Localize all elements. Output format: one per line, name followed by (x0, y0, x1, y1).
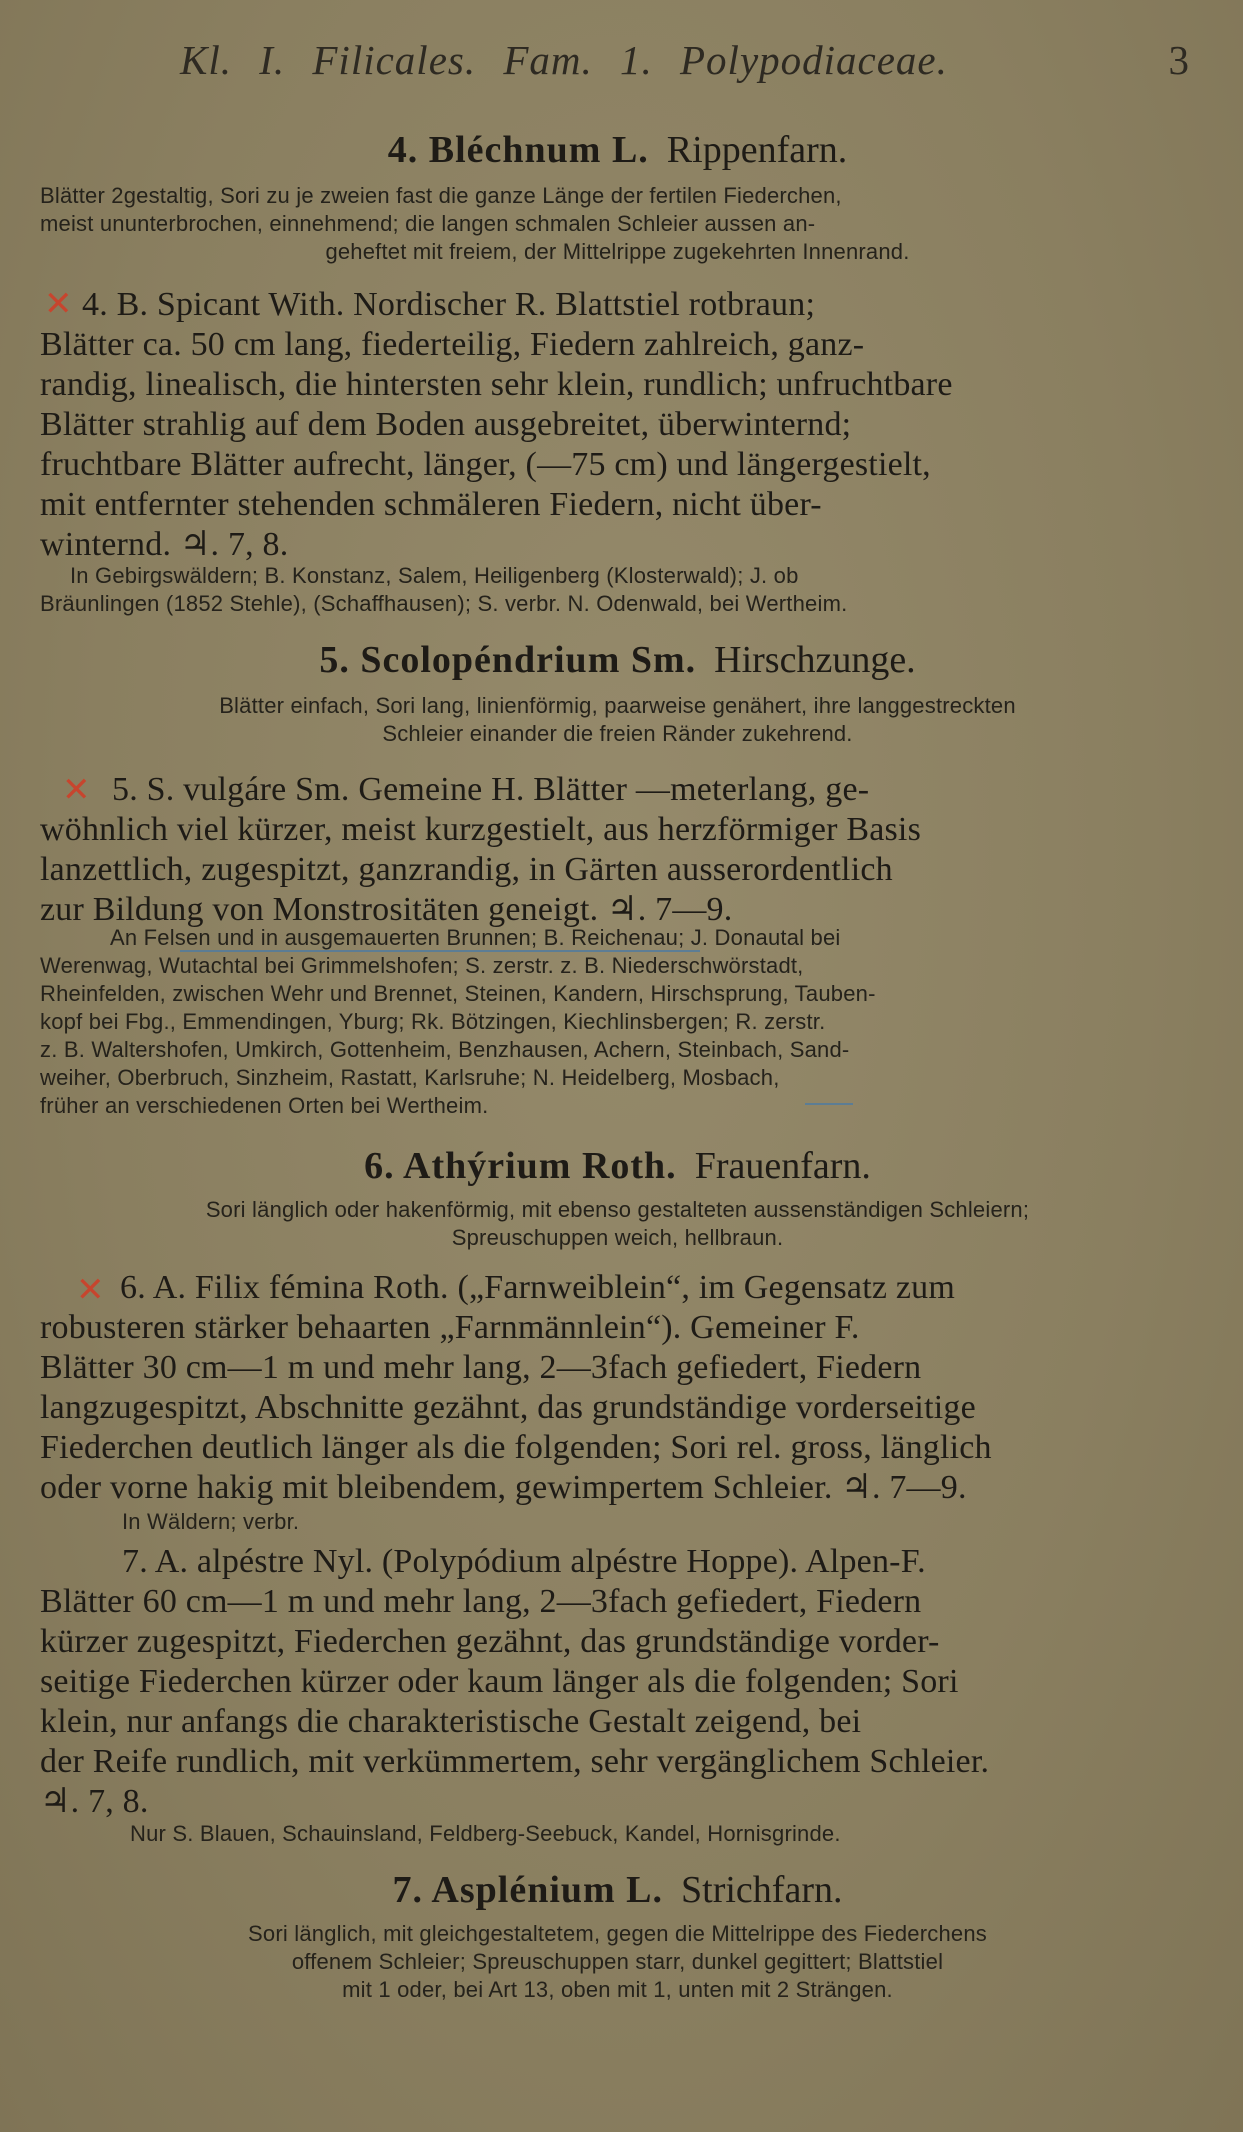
localities-scolopendrium-vulgare: An Felsen und in ausgemauerten Brunnen; B. Reichenau; J. Donautal bei (110, 925, 841, 950)
header-title: Kl. I. Filicales. Fam. 1. Polypodiaceae. (180, 37, 948, 83)
genus-heading-asplenium: 7. Asplénium L. Strichfarn. (392, 1869, 843, 1911)
running-header (170, 36, 1200, 88)
species-entry-athyrium-filix-femina: 6. A. Filix fémina Roth. („Farnweiblein“, im Gegensatz zum (120, 1269, 955, 1306)
species-text-athyrium-filix-femina: robusteren stärker behaarten „Farnmännlein“). Gemeiner F. Blätter 30 cm—1 m und mehr lang, 2—3fach gefiedert, Fiedern langzugespitzt, Abschnitte gezähnt, das grundständige vorderseitige Fiederchen deutlich länger als die folgenden; Sori rel. gross, länglich oder vorne hakig mit bleibendem, gewimpertem Schleier. ♃. 7—9. (40, 1309, 992, 1506)
genus-heading-athyrium: 6. Athýrium Roth. Frauenfarn. (364, 1145, 871, 1187)
blue-pencil-underline (180, 950, 700, 952)
species-text-blechnum-spicant: Blätter ca. 50 cm lang, fiederteilig, Fiedern zahlreich, ganz- randig, linealisch, die hintersten sehr klein, rundlich; unfruchtbare Blätter strahlig auf dem Boden ausgebreitet, überwinternd; fruchtbare Blätter aufrecht, länger, (—75 cm) und längergestielt, mit entfernter stehenden schmäleren Fiedern, nicht über- winternd. ♃. 7, 8. (40, 326, 953, 563)
genus-heading-scolopendrium: 5. Scolopéndrium Sm. Hirschzunge. (319, 639, 916, 681)
localities-athyrium-filix-femina: In Wäldern; verbr. (122, 1509, 300, 1534)
species-text-athyrium-alpestre: Blätter 60 cm—1 m und mehr lang, 2—3fach gefiedert, Fiedern kürzer zugespitzt, Fiederchen gezähnt, das grundständige vorder- seitige Fiederchen kürzer oder kaum länger als die folgenden; Sori klein, nur anfangs die charakteristische Gestalt zeigend, bei der Reife rundlich, mit verkümmertem, sehr vergänglichem Schleier. ♃. 7, 8. (40, 1583, 990, 1820)
localities-blechnum-spicant-cont: Bräunlingen (1852 Stehle), (Schaffhausen); S. verbr. N. Odenwald, bei Wertheim. (40, 591, 848, 616)
species-entry-blechnum-spicant: 4. B. Spicant With. Nordischer R. Blattstiel rotbraun; (82, 286, 816, 323)
localities-scolopendrium-vulgare-cont: Werenwag, Wutachtal bei Grimmelshofen; S. zerstr. z. B. Niederschwörstadt, Rheinfelden, zwischen Wehr und Brennet, Steinen, Kandern, Hirschsprung, Tauben- kopf bei Fbg., Emmendingen, Yburg; Rk. Bötzingen, Kiechlinsbergen; R. zerstr. z. B. Waltershofen, Umkirch, Gottenheim, Benzhausen, Achern, Steinbach, Sand- weiher, Oberbruch, Sinzheim, Rastatt, Karlsruhe; N. Heidelberg, Mosbach, früher an verschiedenen Orten bei Wertheim. (40, 953, 876, 1118)
genus-description-blechnum: Blätter 2gestaltig, Sori zu je zweien fast die ganze Länge der fertilen Fiederchen, meist ununterbrochen, einnehmend; die langen schmalen Schleier aussen an- geheftet mit freiem, der Mittelrippe zugekehrten Innenrand. (40, 183, 910, 264)
page-number: 3 (1168, 37, 1190, 83)
species-text-scolopendrium-vulgare: wöhnlich viel kürzer, meist kurzgestielt, aus herzförmiger Basis lanzettlich, zugespitzt, ganzrandig, in Gärten ausserordentlich zur Bildung von Monstrositäten geneigt. ♃. 7—9. (40, 811, 922, 928)
species-entry-athyrium-alpestre: 7. A. alpéstre Nyl. (Polypódium alpéstre Hoppe). Alpen-F. (122, 1543, 926, 1580)
red-check-mark-icon: ✕ (62, 770, 91, 810)
genus-description-asplenium: Sori länglich, mit gleichgestaltetem, gegen die Mittelrippe des Fiederchens offenem Schleier; Spreuschuppen starr, dunkel gegittert; Blattstiel mit 1 oder, bei Art 13, oben mit 1, unten mit 2 Strängen. (248, 1921, 987, 2002)
genus-description-scolopendrium: Blätter einfach, Sori lang, linienförmig, paarweise genähert, ihre langgestreckten Schleier einander die freien Ränder zukehrend. (219, 693, 1016, 746)
red-check-mark-icon: ✕ (44, 284, 73, 324)
localities-blechnum-spicant: In Gebirgswäldern; B. Konstanz, Salem, Heiligenberg (Klosterwald); J. ob (70, 563, 799, 588)
genus-heading-blechnum: 4. Bléchnum L. Rippenfarn. (387, 129, 848, 171)
localities-athyrium-alpestre: Nur S. Blauen, Schauinsland, Feldberg-Seebuck, Kandel, Hornisgrinde. (130, 1821, 841, 1846)
species-entry-scolopendrium-vulgare: 5. S. vulgáre Sm. Gemeine H. Blätter —meterlang, ge- (112, 771, 870, 808)
blue-pencil-underline (805, 1103, 853, 1105)
red-check-mark-icon: ✕ (76, 1270, 105, 1310)
genus-description-athyrium: Sori länglich oder hakenförmig, mit ebenso gestalteten aussenständigen Schleiern; Spreuschuppen weich, hellbraun. (205, 1197, 1030, 1250)
